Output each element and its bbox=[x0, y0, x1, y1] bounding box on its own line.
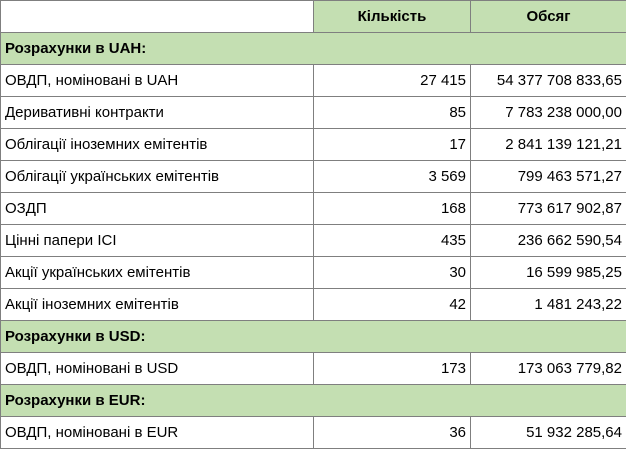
section-title: Розрахунки в UAH: bbox=[1, 33, 626, 65]
table-row bbox=[1, 97, 626, 129]
row-count: 17 bbox=[314, 129, 471, 161]
row-volume: 1 481 243,22 bbox=[471, 289, 626, 321]
row-count: 168 bbox=[314, 193, 471, 225]
table-row bbox=[1, 129, 626, 161]
row-count: 27 415 bbox=[314, 65, 471, 97]
table-row bbox=[1, 353, 626, 385]
header-volume: Обсяг bbox=[471, 1, 626, 33]
row-name: ОВДП, номіновані в EUR bbox=[1, 417, 314, 449]
row-name: ОВДП, номіновані в USD bbox=[1, 353, 314, 385]
header-row bbox=[1, 1, 626, 33]
row-count: 3 569 bbox=[314, 161, 471, 193]
table-row bbox=[1, 161, 626, 193]
row-volume: 54 377 708 833,65 bbox=[471, 65, 626, 97]
row-volume: 2 841 139 121,21 bbox=[471, 129, 626, 161]
table-row bbox=[1, 257, 626, 289]
table-body bbox=[1, 33, 626, 449]
header-blank-cell bbox=[1, 1, 314, 33]
row-name: Цінні папери ІСІ bbox=[1, 225, 314, 257]
table-row bbox=[1, 193, 626, 225]
row-name: Облігації іноземних емітентів bbox=[1, 129, 314, 161]
row-name: Акції українських емітентів bbox=[1, 257, 314, 289]
row-volume: 799 463 571,27 bbox=[471, 161, 626, 193]
row-volume: 236 662 590,54 bbox=[471, 225, 626, 257]
table-row bbox=[1, 225, 626, 257]
row-count: 36 bbox=[314, 417, 471, 449]
row-count: 30 bbox=[314, 257, 471, 289]
row-name: Акції іноземних емітентів bbox=[1, 289, 314, 321]
row-count: 42 bbox=[314, 289, 471, 321]
section-row bbox=[1, 385, 626, 417]
row-volume: 173 063 779,82 bbox=[471, 353, 626, 385]
row-volume: 773 617 902,87 bbox=[471, 193, 626, 225]
section-title: Розрахунки в EUR: bbox=[1, 385, 626, 417]
section-title: Розрахунки в USD: bbox=[1, 321, 626, 353]
row-count: 85 bbox=[314, 97, 471, 129]
row-volume: 16 599 985,25 bbox=[471, 257, 626, 289]
row-volume: 51 932 285,64 bbox=[471, 417, 626, 449]
row-name: ОЗДП bbox=[1, 193, 314, 225]
table-row bbox=[1, 65, 626, 97]
header-count: Кількість bbox=[314, 1, 471, 33]
table-row bbox=[1, 289, 626, 321]
row-volume: 7 783 238 000,00 bbox=[471, 97, 626, 129]
table-row bbox=[1, 417, 626, 449]
row-name: ОВДП, номіновані в UAH bbox=[1, 65, 314, 97]
section-row bbox=[1, 33, 626, 65]
row-name: Деривативні контракти bbox=[1, 97, 314, 129]
section-row bbox=[1, 321, 626, 353]
row-name: Облігації українських емітентів bbox=[1, 161, 314, 193]
row-count: 173 bbox=[314, 353, 471, 385]
row-count: 435 bbox=[314, 225, 471, 257]
